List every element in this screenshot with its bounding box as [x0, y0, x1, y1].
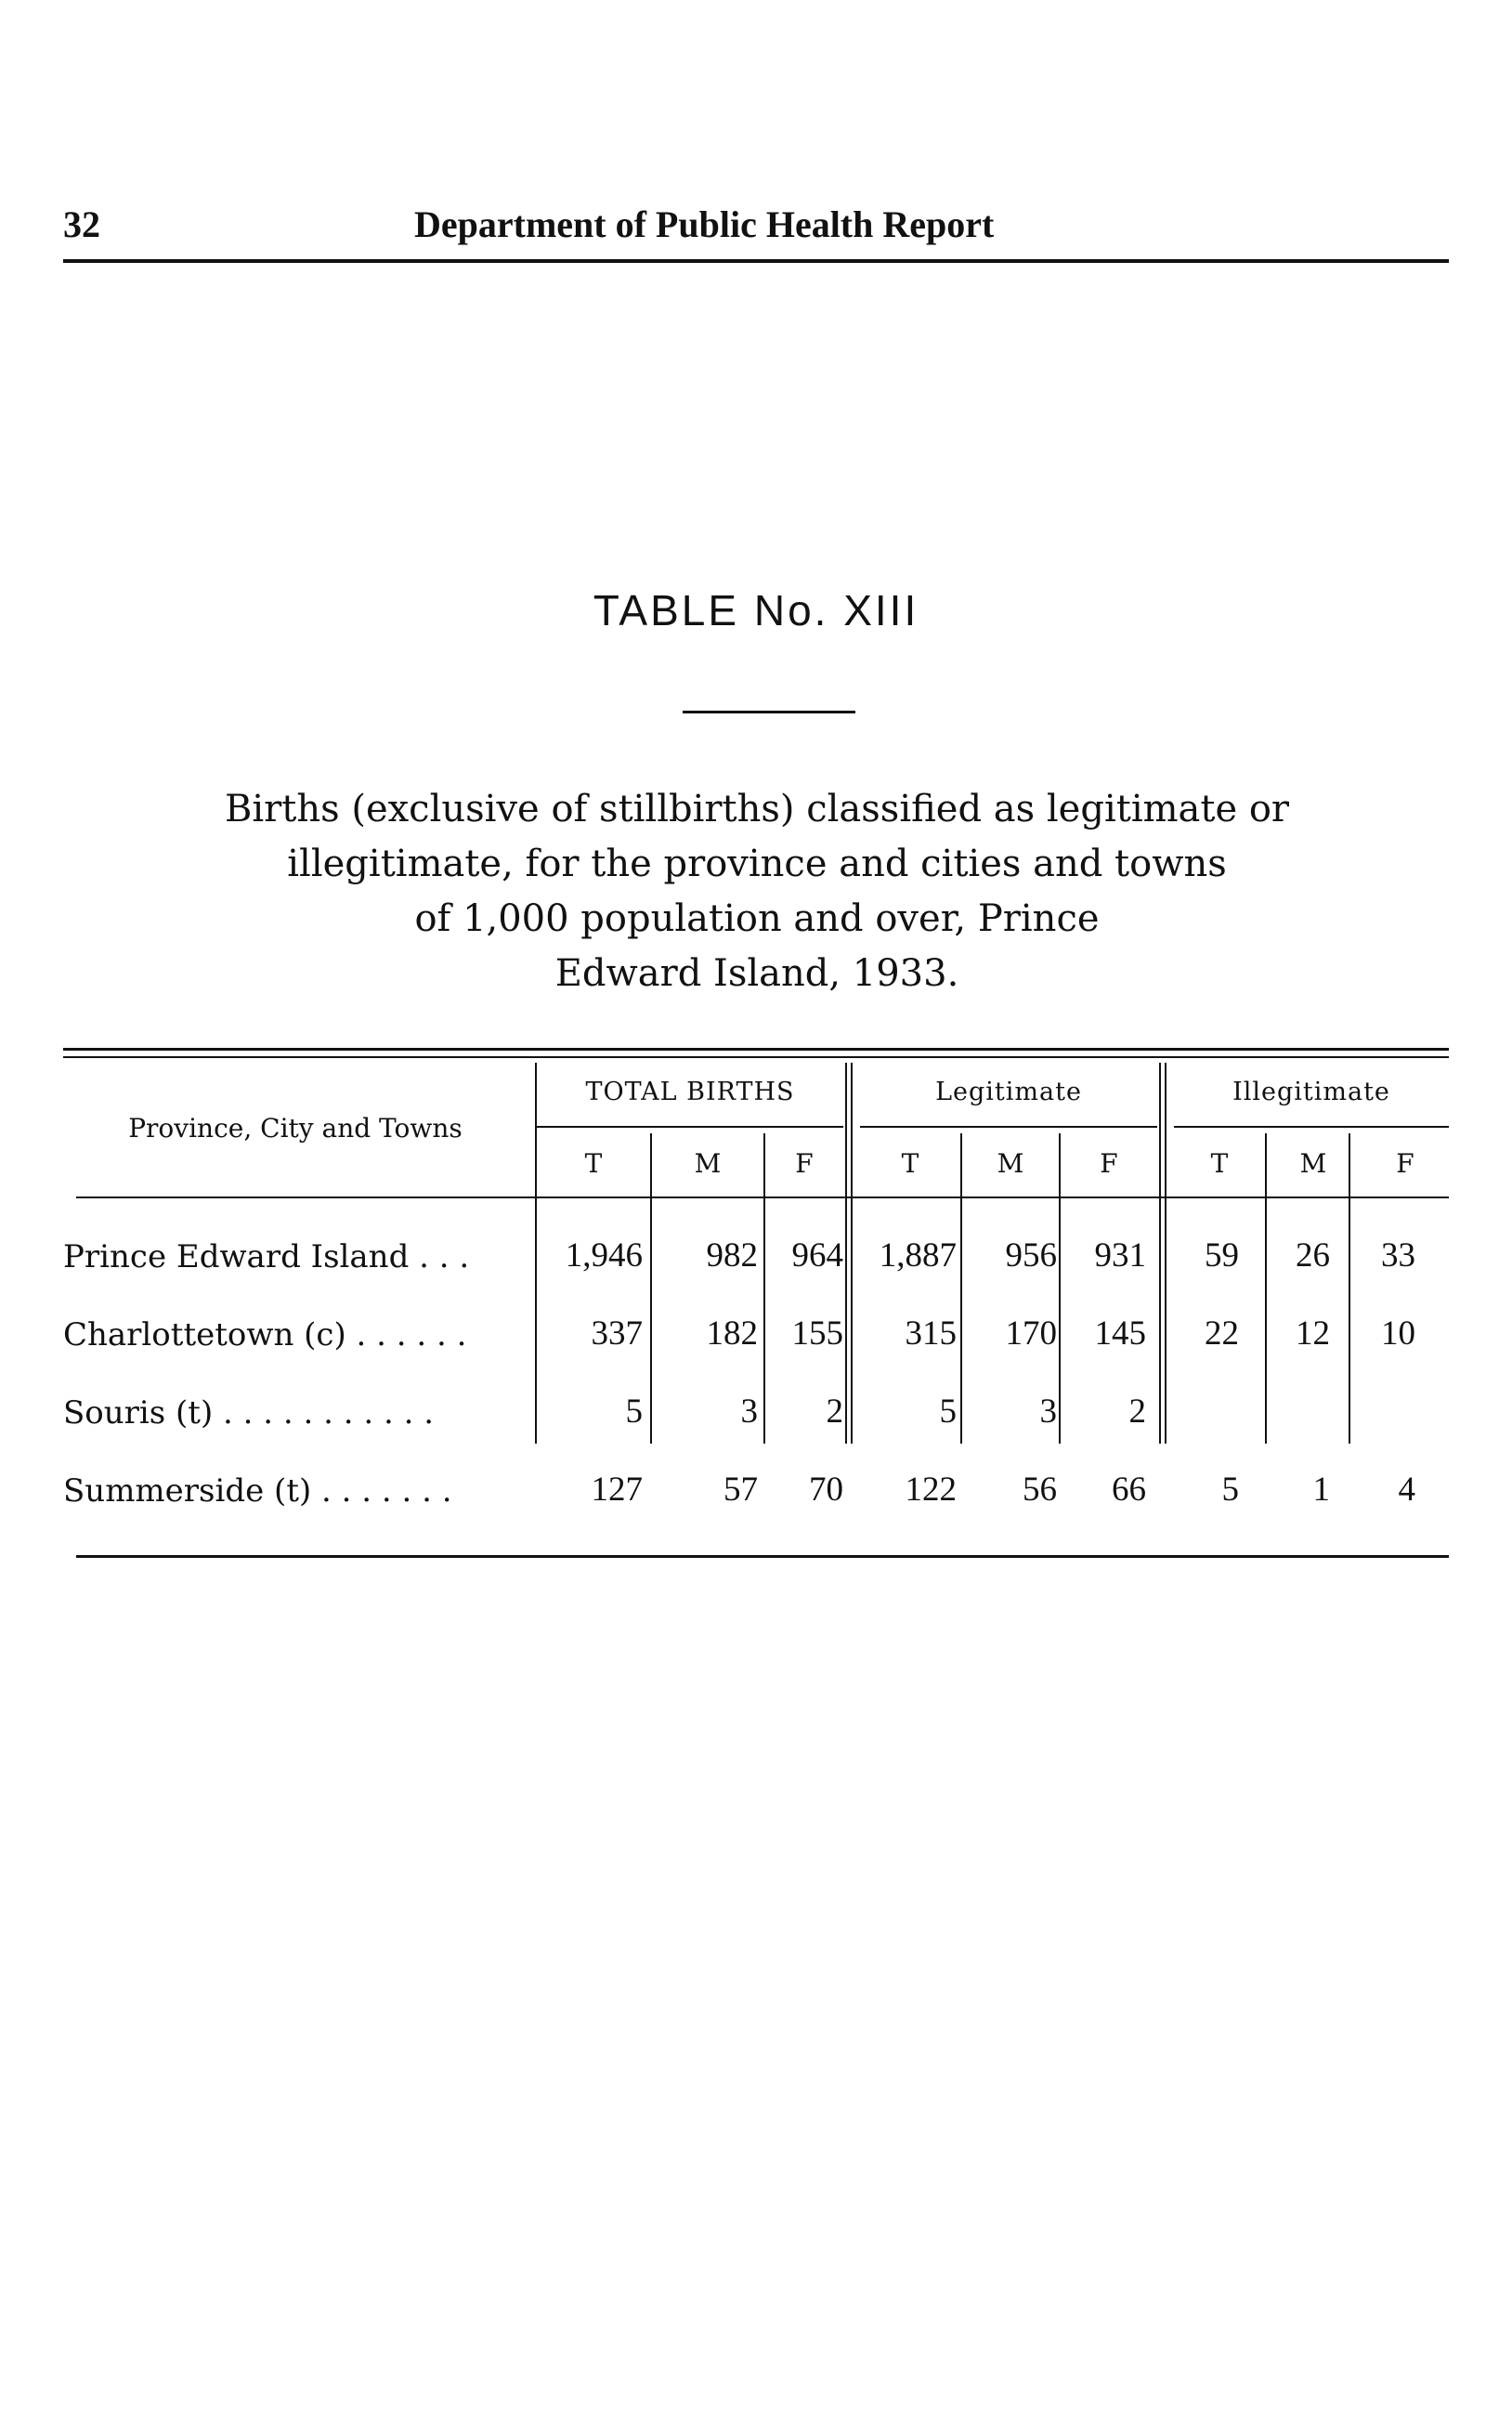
cell-pei-illegit-f: 33	[1381, 1236, 1415, 1275]
cell-pei-total-t: 1,946	[565, 1236, 643, 1275]
subheader-legit-t: T	[901, 1148, 919, 1179]
cell-pei-illegit-m: 26	[1296, 1236, 1330, 1275]
column-divider	[851, 1063, 853, 1444]
cell-charlottetown-illegit-f: 10	[1381, 1314, 1415, 1353]
cell-pei-total-f: 964	[791, 1236, 843, 1275]
stub-header: Province, City and Towns	[128, 1113, 463, 1144]
subheader-total-f: F	[795, 1148, 814, 1179]
cell-summerside-legit-f: 66	[1112, 1471, 1146, 1509]
row-label-souris: Souris (t) . . . . . . . . . . .	[63, 1394, 435, 1432]
caption-line: illegitimate, for the province and cities and towns	[287, 843, 1227, 885]
caption-line: of 1,000 population and over, Prince	[414, 897, 1100, 940]
cell-souris-legit-t: 5	[939, 1393, 957, 1431]
column-divider	[1349, 1133, 1350, 1444]
table-bottom-rule	[76, 1555, 1449, 1558]
cell-charlottetown-illegit-t: 22	[1205, 1314, 1239, 1353]
cell-summerside-legit-m: 56	[1023, 1471, 1057, 1509]
column-divider	[1159, 1063, 1161, 1444]
cell-summerside-illegit-m: 1	[1312, 1471, 1330, 1509]
cell-souris-total-t: 5	[625, 1393, 643, 1431]
page-number: 32	[63, 203, 100, 245]
cell-summerside-total-m: 57	[723, 1471, 758, 1509]
row-label-summerside: Summerside (t) . . . . . . .	[63, 1472, 452, 1510]
cell-charlottetown-total-m: 182	[706, 1314, 758, 1353]
cell-pei-illegit-t: 59	[1205, 1236, 1239, 1275]
group-underline	[537, 1126, 843, 1128]
group-header-legitimate: Legitimate	[935, 1078, 1082, 1106]
row-label-charlottetown: Charlottetown (c) . . . . . .	[63, 1316, 467, 1353]
subheader-total-t: T	[584, 1148, 603, 1179]
running-title: Department of Public Health Report	[414, 203, 995, 245]
subheader-legit-m: M	[997, 1148, 1024, 1179]
cell-souris-total-f: 2	[826, 1393, 843, 1431]
table-caption	[130, 782, 1384, 1001]
subheader-legit-f: F	[1100, 1148, 1118, 1179]
group-header-illegitimate: Illegitimate	[1232, 1078, 1390, 1106]
table-top-rule	[63, 1048, 1449, 1051]
cell-pei-total-m: 982	[706, 1236, 758, 1275]
subheader-illegit-f: F	[1396, 1148, 1414, 1179]
column-divider	[1165, 1063, 1167, 1444]
cell-charlottetown-legit-f: 145	[1094, 1314, 1146, 1353]
cell-souris-legit-m: 3	[1039, 1393, 1057, 1431]
cell-charlottetown-total-f: 155	[791, 1314, 843, 1353]
column-divider	[1059, 1133, 1061, 1444]
column-divider	[960, 1133, 962, 1444]
caption-line: Edward Island, 1933.	[554, 952, 959, 995]
cell-pei-legit-t: 1,887	[879, 1236, 957, 1275]
subheader-total-m: M	[694, 1148, 722, 1179]
table-title: TABLE No. XIII	[593, 586, 919, 634]
cell-souris-legit-f: 2	[1128, 1393, 1146, 1431]
cell-summerside-legit-t: 122	[905, 1471, 957, 1509]
caption-line: Births (exclusive of stillbirths) classified as legitimate or	[224, 788, 1290, 830]
cell-charlottetown-legit-t: 315	[905, 1314, 957, 1353]
cell-pei-legit-f: 931	[1094, 1236, 1146, 1275]
subheader-illegit-m: M	[1299, 1148, 1327, 1179]
subheader-illegit-t: T	[1210, 1148, 1229, 1179]
row-label-pei: Prince Edward Island . . .	[63, 1238, 470, 1275]
births-table	[63, 1048, 1449, 1559]
column-divider	[535, 1063, 537, 1444]
cell-summerside-total-t: 127	[591, 1471, 643, 1509]
table-top-rule-inner	[63, 1056, 1449, 1058]
cell-summerside-illegit-f: 4	[1398, 1471, 1415, 1509]
cell-summerside-illegit-t: 5	[1221, 1471, 1239, 1509]
header-rule	[63, 259, 1449, 263]
cell-souris-total-m: 3	[740, 1393, 758, 1431]
cell-summerside-total-f: 70	[809, 1471, 843, 1509]
group-underline	[1174, 1126, 1449, 1128]
cell-charlottetown-legit-m: 170	[1005, 1314, 1057, 1353]
column-divider	[845, 1063, 847, 1444]
cell-charlottetown-total-t: 337	[591, 1314, 643, 1353]
cell-pei-legit-m: 956	[1005, 1236, 1057, 1275]
header-bottom-rule	[76, 1196, 1449, 1198]
column-divider	[1265, 1133, 1267, 1444]
cell-charlottetown-illegit-m: 12	[1296, 1314, 1330, 1353]
group-underline	[860, 1126, 1157, 1128]
column-divider	[650, 1133, 652, 1444]
title-divider	[683, 711, 855, 713]
group-header-total: TOTAL BIRTHS	[585, 1078, 795, 1106]
